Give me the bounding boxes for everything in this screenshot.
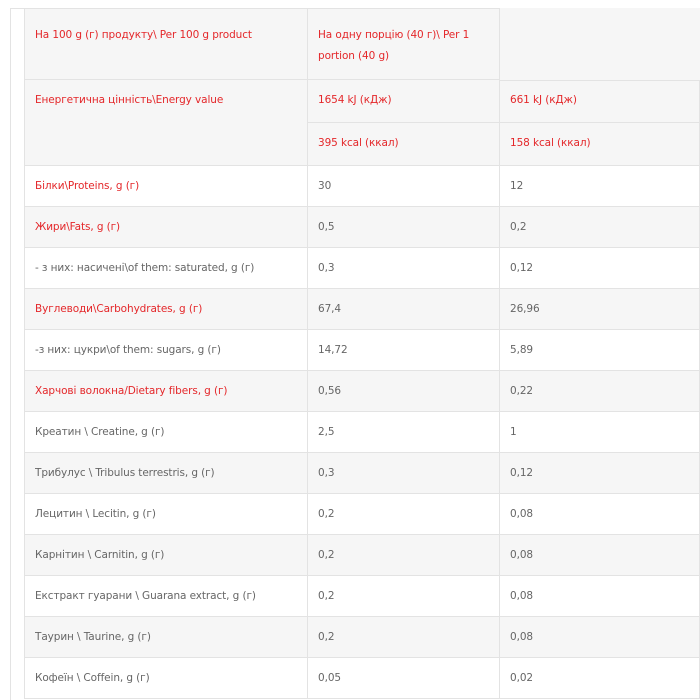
per-100g-value: 0,2 [318,508,335,520]
nutrient-label: - з них: насичені\of them: saturated, g (г) [35,262,255,274]
nutrient-label-cell [24,658,308,699]
per-100g-value: 0,3 [318,467,335,479]
per-portion-value: 0,08 [510,508,533,520]
table-row [24,412,700,453]
nutrient-label: Креатин \ Creatine, g (г) [35,426,165,438]
per-100g-value: 30 [318,180,332,192]
per-100g-cell [308,207,500,248]
table-row [24,576,700,617]
per-portion-value: 0,12 [510,262,533,274]
nutrient-label: Екстракт гуарани \ Guarana extract, g (г) [35,590,256,602]
per-100g-cell [308,412,500,453]
energy-kcal-100: 395 kcal (ккал) [318,137,399,149]
table-row [24,166,700,207]
per-100g-cell [308,166,500,207]
per-portion-cell [500,207,700,248]
nutrient-label-cell [24,207,308,248]
energy-kcal-100-cell [308,123,500,166]
per-100g-cell [308,248,500,289]
energy-label-cell [24,80,308,166]
nutrient-label: Трибулус \ Tribulus terrestris, g (г) [35,467,215,479]
per-100g-cell [308,617,500,658]
energy-kcal-portion-cell [500,123,700,166]
energy-kj-portion-cell [500,80,700,123]
per-100g-cell [308,289,500,330]
header-cell-per-100g [24,8,308,80]
per-portion-value: 0,08 [510,590,533,602]
nutrient-label: -з них: цукри\of them: sugars, g (г) [35,344,221,356]
per-portion-cell [500,330,700,371]
energy-kj-100: 1654 kJ (кДж) [318,94,392,106]
table-header-row [24,8,700,80]
nutrient-label: Вуглеводи\Carbohydrates, g (г) [35,303,203,315]
nutrient-label: Кофеїн \ Coffein, g (г) [35,672,150,684]
per-portion-value: 5,89 [510,344,533,356]
per-portion-cell [500,248,700,289]
nutrition-table [14,8,700,700]
per-portion-cell [500,371,700,412]
per-portion-cell [500,617,700,658]
per-portion-cell [500,658,700,699]
table-row [24,658,700,699]
per-portion-value: 0,08 [510,631,533,643]
per-portion-value: 26,96 [510,303,540,315]
nutrient-label: Карнітин \ Carnitin, g (г) [35,549,165,561]
per-portion-cell [500,412,700,453]
per-100g-value: 0,2 [318,631,335,643]
per-100g-cell [308,658,500,699]
header-per-100g-text: На 100 g (г) продукту\ Per 100 g product [35,29,252,41]
per-portion-value: 1 [510,426,517,438]
nutrient-label-cell [24,371,308,412]
per-100g-value: 0,2 [318,549,335,561]
per-portion-value: 0,12 [510,467,533,479]
per-100g-value: 14,72 [318,344,348,356]
nutrient-label: Таурин \ Taurine, g (г) [35,631,151,643]
table-row [24,494,700,535]
nutrient-label-cell [24,248,308,289]
per-100g-cell [308,535,500,576]
table-row [24,330,700,371]
per-100g-cell [308,453,500,494]
nutrient-label: Харчові волокна/Dietary fibers, g (г) [35,385,228,397]
table-row [24,248,700,289]
table-row [24,535,700,576]
header-cell-per-portion [308,8,500,80]
table-row [24,453,700,494]
per-portion-value: 0,2 [510,221,527,233]
per-100g-value: 2,5 [318,426,335,438]
nutrient-label-cell [24,535,308,576]
per-100g-cell [308,576,500,617]
nutrient-label-cell [24,494,308,535]
nutrient-label: Лецитин \ Lecitin, g (г) [35,508,156,520]
per-portion-value: 0,22 [510,385,533,397]
per-portion-cell [500,166,700,207]
energy-kj-portion: 661 kJ (кДж) [510,94,577,106]
per-portion-cell [500,494,700,535]
nutrient-label-cell [24,166,308,207]
nutrient-label-cell [24,412,308,453]
per-100g-value: 0,5 [318,221,335,233]
nutrient-label-cell [24,576,308,617]
per-100g-value: 0,2 [318,590,335,602]
nutrient-label-cell [24,289,308,330]
table-row [24,371,700,412]
energy-label: Енергетична цінність\Energy value [35,94,224,106]
per-100g-cell [308,494,500,535]
per-100g-value: 0,3 [318,262,335,274]
per-100g-value: 67,4 [318,303,341,315]
nutrient-label: Жири\Fats, g (г) [35,221,121,233]
per-portion-value: 12 [510,180,524,192]
table-row [24,289,700,330]
energy-row [24,80,700,166]
per-100g-value: 0,56 [318,385,341,397]
nutrient-label-cell [24,617,308,658]
nutrient-label: Білки\Proteins, g (г) [35,180,140,192]
energy-kcal-portion: 158 kcal (ккал) [510,137,591,149]
per-100g-cell [308,330,500,371]
table-row [24,617,700,658]
header-per-portion-text: На одну порцію (40 г)\ Per 1 portion (40 g) [318,29,470,62]
per-portion-cell [500,453,700,494]
per-portion-value: 0,02 [510,672,533,684]
per-portion-cell [500,535,700,576]
nutrient-label-cell [24,453,308,494]
per-portion-value: 0,08 [510,549,533,561]
per-100g-value: 0,05 [318,672,341,684]
per-portion-cell [500,576,700,617]
energy-kj-100-cell [308,80,500,123]
per-portion-cell [500,289,700,330]
per-100g-cell [308,371,500,412]
nutrient-label-cell [24,330,308,371]
table-row [24,207,700,248]
